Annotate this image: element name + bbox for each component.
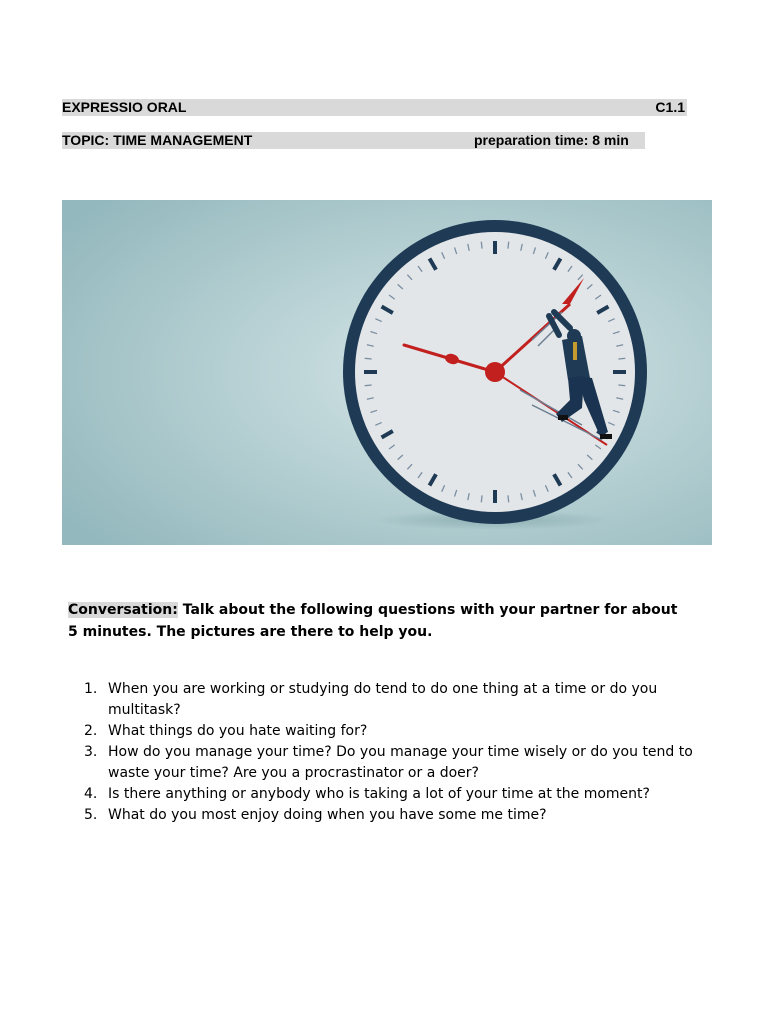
list-item	[78, 679, 708, 721]
document-title: EXPRESSIO ORAL	[62, 99, 187, 115]
questions-list	[78, 679, 708, 826]
list-item	[78, 784, 708, 805]
list-item	[78, 805, 708, 826]
level-label: C1.1	[655, 99, 685, 115]
clock-tick	[508, 495, 509, 502]
question-number: 3.	[84, 744, 98, 760]
conversation-text: Talk about the following questions with your partner for about 5 minutes. The pictures are there to help you.	[68, 602, 678, 640]
conversation-instructions	[68, 599, 688, 643]
clock-tick	[481, 495, 482, 502]
question-text: When you are working or studying do tend to do one thing at a time or do you multitask?	[108, 681, 658, 718]
clock-tick	[365, 385, 372, 386]
question-text: What do you most enjoy doing when you have some me time?	[108, 807, 547, 823]
question-text: Is there anything or anybody who is taking a lot of your time at the moment?	[108, 786, 650, 802]
list-item	[78, 742, 708, 784]
conversation-label: Conversation:	[68, 602, 178, 618]
clock-tick	[481, 242, 482, 249]
topic-label: TOPIC: TIME MANAGEMENT	[62, 132, 253, 148]
question-text: How do you manage your time? Do you manage your time wisely or do you tend to waste your time? Are you a procrastinator or a doer?	[108, 744, 693, 781]
header-topic-bar	[62, 132, 645, 149]
clock-illustration	[62, 200, 712, 545]
clock-tick	[618, 358, 625, 359]
question-number: 4.	[84, 786, 98, 802]
clock-tick	[618, 385, 625, 386]
question-number: 2.	[84, 723, 98, 739]
question-text: What things do you hate waiting for?	[108, 723, 368, 739]
list-item	[78, 721, 708, 742]
clock-tick	[508, 242, 509, 249]
header-title-bar	[62, 99, 687, 116]
clock-with-climbing-man-icon	[62, 200, 712, 545]
preparation-time-label: preparation time: 8 min	[474, 132, 629, 148]
question-number: 1.	[84, 681, 98, 697]
question-number: 5.	[84, 807, 98, 823]
clock-tick	[365, 358, 372, 359]
